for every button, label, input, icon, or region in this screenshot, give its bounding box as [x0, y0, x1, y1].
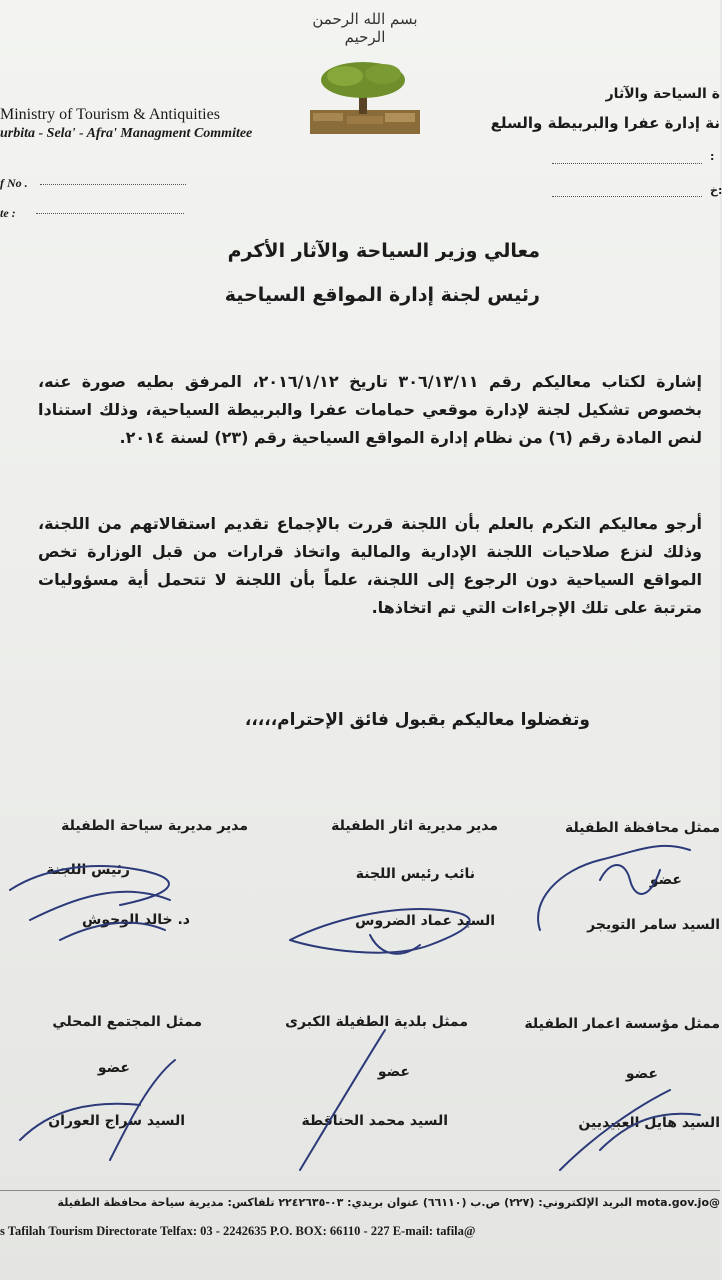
- ar-ref-label: :: [710, 150, 715, 163]
- signatory-title-6: ممثل المجتمع المحلي: [52, 1014, 202, 1030]
- signatory-name-2: السيد عماد الضروس: [355, 913, 495, 929]
- signatory-title-4: ممثل مؤسسة اعمار الطفيلة: [524, 1016, 720, 1032]
- signatory-name-4: السيد هايل العبيديين: [578, 1115, 720, 1131]
- signatory-title-1: ممثل محافظة الطفيلة: [564, 820, 720, 836]
- recipient-line-2: رئيس لجنة إدارة المواقع السياحية: [224, 284, 540, 306]
- committee-name-ar: نة إدارة عفرا والبربيطة والسلع: [490, 114, 720, 132]
- committee-name-en: urbita - Sela' - Afra' Managment Commitee: [0, 126, 253, 141]
- ref-no-label: f No .: [0, 176, 28, 190]
- signatory-title-2: مدير مديرية اثار الطفيلة: [331, 818, 498, 834]
- date-label: te :: [0, 206, 16, 220]
- body-paragraph-2: أرجو معاليكم التكرم بالعلم بأن اللجنة قررت بالإجماع تقديم استقالاتهم من اللجنة، وذلك لنزع صلاحيات اللجنة الإدارية والمالية واتخاذ قرارات من قبل الوزارة تخص المواقع السياحية دون الرجوع إلى اللجنة، علماً بأن اللجنة لا تتحمل أية مسؤوليات مترتبة على تلك الإجراءات التي تم اتخاذها.: [38, 514, 702, 617]
- signatory-role-5: عضو: [377, 1064, 410, 1080]
- signatory-title-5: ممثل بلدية الطفيلة الكبرى: [285, 1014, 468, 1030]
- signatory-name-1: السيد سامر التويجر: [587, 917, 720, 933]
- closing-line: وتفضلوا معاليكم بقبول فائق الإحترام،،،،،: [244, 710, 590, 730]
- signatory-name-6: السيد سراج العوران: [48, 1113, 185, 1129]
- ministry-name-en: Ministry of Tourism & Antiquities: [0, 106, 220, 123]
- ar-ref-field: [552, 163, 702, 164]
- body-paragraph-1: إشارة لكتاب معاليكم رقم ٣٠٦/١٣/١١ تاريخ ٢٠١٦/١/١٢، المرفق بطيه صورة عنه، بخصوص تشكيل لجنة لإدارة موقعي حمامات عفرا والبربيطة السياحية، وذلك استنادا لنص المادة رقم (٦) من نظام إدارة المواقع السياحية رقم (٢٣) لسنة ٢٠١٤.: [38, 372, 703, 447]
- signatory-title-3: مدير مديرية سياحة الطفيلة: [61, 818, 248, 834]
- date-field: [36, 213, 184, 214]
- ministry-name-ar: ة السياحة والآثار: [605, 86, 720, 102]
- signatory-role-6: عضو: [97, 1060, 130, 1076]
- recipient-line-1: معالي وزير السياحة والآثار الأكرم: [227, 240, 540, 262]
- ref-no-field: [40, 184, 186, 185]
- signatory-role-1: عضو: [649, 872, 682, 888]
- footer-contact-en: s Tafilah Tourism Directorate Telfax: 03 - 2242635 P.O. BOX: 66110 - 227 E-mail: tafila@: [0, 1224, 476, 1238]
- bismillah-header: بسم الله الرحمن الرحيم: [312, 10, 418, 46]
- signatory-role-4: عضو: [625, 1066, 658, 1082]
- signatory-role-2: نائب رئيس اللجنة: [355, 866, 475, 882]
- signatory-name-5: السيد محمد الحناقطة: [301, 1113, 448, 1129]
- footer-contact-ar: @mota.gov.jo البريد الإلكتروني: (٢٢٧) ص.ب (٦٦١١٠) عنوان بريدي: ٠٣-٢٢٤٢٦٣٥ تلفاكس: مديرية سياحة محافظة الطفيلة: [57, 1196, 720, 1209]
- ar-date-field: [552, 196, 702, 197]
- signatory-role-3: رئيس اللجنة: [46, 862, 130, 878]
- committee-logo-tree-icon: [305, 58, 425, 138]
- ar-date-label: خ:: [710, 184, 722, 197]
- footer-divider: [0, 1190, 720, 1191]
- signatory-name-3: د. خالد الوحوش: [82, 912, 190, 928]
